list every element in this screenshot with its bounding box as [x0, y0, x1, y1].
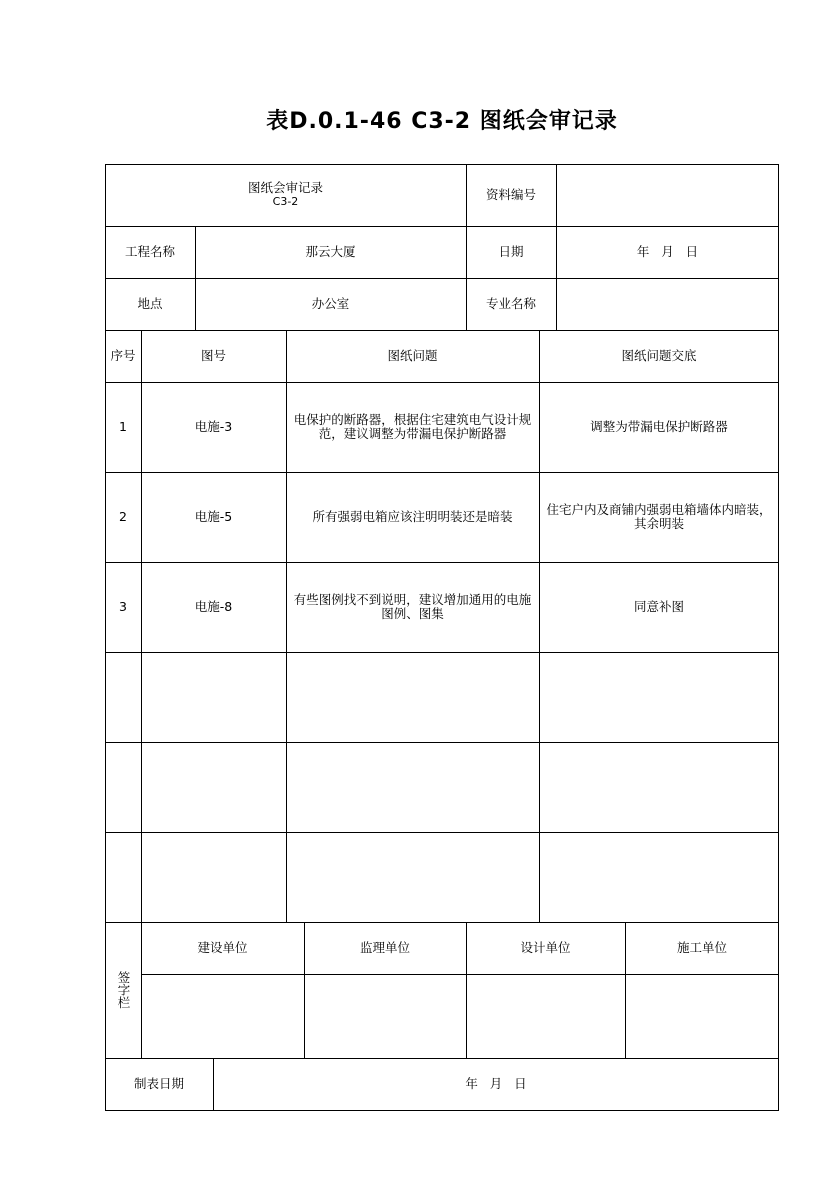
location-value[interactable]: 办公室 — [311, 296, 350, 311]
date-label: 日期 — [498, 244, 524, 259]
row-6-response[interactable] — [539, 832, 779, 922]
signature-label: 签字栏 — [116, 971, 131, 1009]
made-date-label: 制表日期 — [133, 1076, 184, 1091]
specialty-label: 专业名称 — [485, 296, 536, 311]
row-3-seq: 3 — [119, 599, 127, 614]
row-1-drawing-no[interactable]: 电施-3 — [194, 419, 233, 434]
row-4-drawing-no[interactable] — [141, 652, 286, 742]
col-header-issue: 图纸问题 — [387, 348, 438, 363]
row-5-issue[interactable] — [286, 742, 539, 832]
project-value[interactable]: 那云大厦 — [305, 244, 356, 259]
row-4-issue[interactable] — [286, 652, 539, 742]
row-6-issue[interactable] — [286, 832, 539, 922]
made-date-value[interactable]: 年 月 日 — [465, 1076, 527, 1091]
row-4-seq — [105, 652, 141, 742]
row-2-issue[interactable]: 所有强弱电箱应该注明明装还是暗装 — [312, 509, 513, 524]
sig-designer-field[interactable] — [466, 974, 625, 1058]
sig-supervisor-field[interactable] — [304, 974, 466, 1058]
col-header-seq: 序号 — [110, 348, 136, 363]
row-5-drawing-no[interactable] — [141, 742, 286, 832]
signature-label-cell — [105, 922, 141, 1058]
row-5-seq — [105, 742, 141, 832]
project-label: 工程名称 — [124, 244, 175, 259]
row-1-seq: 1 — [119, 419, 127, 434]
row-5-response[interactable] — [539, 742, 779, 832]
sig-supervisor-label: 监理单位 — [359, 940, 410, 955]
doc-no-value[interactable] — [556, 164, 779, 226]
location-label: 地点 — [137, 296, 163, 311]
sig-contractor-field[interactable] — [625, 974, 779, 1058]
form-code: C3-2 — [272, 195, 299, 208]
sig-owner-label: 建设单位 — [197, 940, 248, 955]
row-3-response[interactable]: 同意补图 — [633, 599, 684, 614]
row-3-issue[interactable]: 有些图例找不到说明，建议增加通用的电施图例、图集 — [293, 592, 532, 621]
form-name: 图纸会审记录 — [247, 180, 323, 195]
row-2-drawing-no[interactable]: 电施-5 — [194, 509, 233, 524]
row-6-seq — [105, 832, 141, 922]
row-6-drawing-no[interactable] — [141, 832, 286, 922]
row-4-response[interactable] — [539, 652, 779, 742]
review-record-table — [105, 164, 779, 1111]
sig-designer-label: 设计单位 — [520, 940, 571, 955]
row-2-seq: 2 — [119, 509, 127, 524]
sig-owner-field[interactable] — [141, 974, 304, 1058]
col-header-response: 图纸问题交底 — [621, 348, 697, 363]
doc-no-label: 资料编号 — [485, 187, 536, 202]
document-title: 表D.0.1-46 C3-2 图纸会审记录 — [266, 109, 618, 134]
row-1-issue[interactable]: 电保护的断路器，根据住宅建筑电气设计规范，建议调整为带漏电保护断路器 — [293, 412, 532, 441]
col-header-drawing-no: 图号 — [200, 348, 226, 363]
row-2-response[interactable]: 住宅户内及商铺内强弱电箱墙体内暗装，其余明装 — [546, 502, 772, 531]
form-name-cell — [105, 164, 466, 226]
specialty-value[interactable] — [556, 278, 779, 330]
row-3-drawing-no[interactable]: 电施-8 — [194, 599, 233, 614]
date-value[interactable]: 年 月 日 — [636, 244, 699, 259]
sig-contractor-label: 施工单位 — [676, 940, 727, 955]
row-1-response[interactable]: 调整为带漏电保护断路器 — [590, 419, 728, 434]
